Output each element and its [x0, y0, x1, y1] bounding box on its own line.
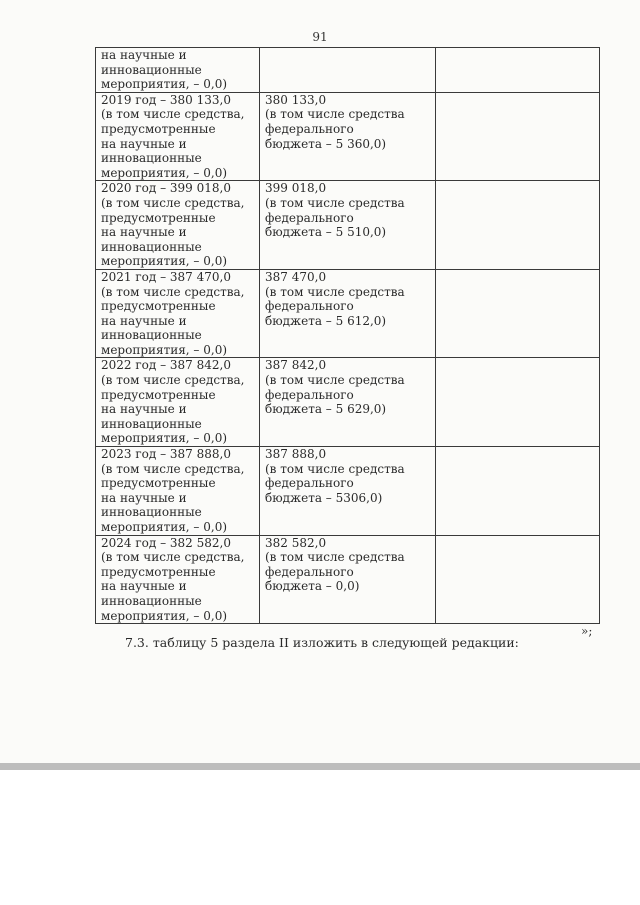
budget-table-body — [96, 48, 600, 624]
cell-text-line: мероприятия, – 0,0) — [101, 165, 228, 180]
cell-text-line: (в том числе средства, — [101, 195, 245, 210]
table-cell-col1 — [96, 48, 260, 93]
instruction-text: 7.3. таблицу 5 раздела II изложить в следующей редакции: — [125, 635, 519, 650]
cell-text-line: (в том числе средства — [265, 107, 405, 122]
table-cell-col3 — [436, 92, 600, 181]
cell-text-line: на научные и — [101, 579, 187, 594]
table-cell-col3 — [436, 535, 600, 624]
cell-text-line: на научные и — [101, 136, 187, 151]
cell-text-line: федерального — [265, 299, 354, 314]
table-row — [96, 48, 600, 93]
table-row — [96, 92, 600, 181]
table-row — [96, 358, 600, 447]
cell-text-line: на научные и — [101, 313, 187, 328]
cell-text-line: мероприятия, – 0,0) — [101, 342, 228, 357]
cell-text-line: 382 582,0 — [265, 535, 327, 550]
cell-text-line: инновационные — [101, 593, 202, 608]
table-row — [96, 447, 600, 536]
cell-text-line: бюджета – 5 510,0) — [265, 225, 387, 240]
cell-text-line: (в том числе средства — [265, 461, 405, 476]
cell-text-line: бюджета – 5 360,0) — [265, 136, 387, 151]
cell-text-line: (в том числе средства — [265, 195, 405, 210]
cell-text-line: на научные и — [101, 48, 187, 62]
cell-text-line: мероприятия, – 0,0) — [101, 254, 228, 269]
cell-text-line: 2024 год – 382 582,0 — [101, 535, 231, 550]
budget-table — [95, 47, 600, 624]
table-cell-col1 — [96, 92, 260, 181]
cell-text-line: инновационные — [101, 62, 202, 77]
table-cell-col1 — [96, 358, 260, 447]
table-cell-col2 — [260, 535, 436, 624]
page-number: 91 — [312, 30, 328, 44]
cell-text-line: федерального — [265, 476, 354, 491]
table-cell-col1 — [96, 447, 260, 536]
table-cell-col1 — [96, 181, 260, 270]
cell-text-line: предусмотренные — [101, 476, 216, 491]
cell-text-line: 387 888,0 — [265, 447, 327, 462]
cell-text-line: мероприятия, – 0,0) — [101, 77, 228, 92]
cell-text-line: инновационные — [101, 505, 202, 520]
table-row — [96, 269, 600, 358]
cell-text-line: инновационные — [101, 239, 202, 254]
cell-text-line: предусмотренные — [101, 299, 216, 314]
cell-text-line: предусмотренные — [101, 121, 216, 136]
cell-text-line: федерального — [265, 121, 354, 136]
cell-text-line: мероприятия, – 0,0) — [101, 608, 228, 623]
cell-text-line: (в том числе средства — [265, 373, 405, 388]
cell-text-line: (в том числе средства, — [101, 284, 245, 299]
cell-text-line: 387 470,0 — [265, 269, 327, 284]
cell-text-line: предусмотренные — [101, 387, 216, 402]
cell-text-line: на научные и — [101, 402, 187, 417]
cell-text-line: федерального — [265, 387, 354, 402]
table-cell-col2 — [260, 92, 436, 181]
cell-text-line: инновационные — [101, 328, 202, 343]
table-row — [96, 181, 600, 270]
cell-text-line: инновационные — [101, 416, 202, 431]
table-cell-col1 — [96, 535, 260, 624]
cell-text-line: бюджета – 5306,0) — [265, 490, 383, 505]
cell-text-line: 2020 год – 399 018,0 — [101, 181, 231, 196]
cell-text-line: бюджета – 5 612,0) — [265, 313, 387, 328]
table-cell-col1 — [96, 269, 260, 358]
table-cell-col2 — [260, 48, 436, 93]
table-cell-col3 — [436, 269, 600, 358]
cell-text-line: (в том числе средства, — [101, 461, 245, 476]
cell-text-line: бюджета – 0,0) — [265, 579, 360, 594]
table-cell-col3 — [436, 181, 600, 270]
cell-text-line: 2019 год – 380 133,0 — [101, 92, 231, 107]
table-row — [96, 535, 600, 624]
table-cell-col3 — [436, 447, 600, 536]
cell-text-line: мероприятия, – 0,0) — [101, 431, 228, 446]
cell-text-line: 380 133,0 — [265, 92, 327, 107]
table-cell-col3 — [436, 358, 600, 447]
cell-text-line: федерального — [265, 564, 354, 579]
cell-text-line: мероприятия, – 0,0) — [101, 520, 228, 534]
cell-text-line: (в том числе средства — [265, 550, 405, 565]
cell-text-line: 2023 год – 387 888,0 — [101, 447, 231, 462]
cell-text-line: инновационные — [101, 151, 202, 166]
cell-text-line: предусмотренные — [101, 210, 216, 225]
cell-text-line: на научные и — [101, 490, 187, 505]
cell-text-line: (в том числе средства, — [101, 550, 245, 565]
cell-text-line: (в том числе средства, — [101, 107, 245, 122]
cell-text-line: 387 842,0 — [265, 358, 327, 373]
cell-text-line: 2021 год – 387 470,0 — [101, 269, 231, 284]
cell-text-line: 2022 год – 387 842,0 — [101, 358, 231, 373]
cell-text-line: федерального — [265, 210, 354, 225]
cell-text-line: (в том числе средства, — [101, 373, 245, 388]
cell-text-line: бюджета – 5 629,0) — [265, 402, 387, 417]
table-cell-col2 — [260, 269, 436, 358]
cell-text-line: 399 018,0 — [265, 181, 327, 196]
cell-text-line: на научные и — [101, 225, 187, 240]
table-cell-col2 — [260, 447, 436, 536]
table-cell-col3 — [436, 48, 600, 93]
cell-text-line: (в том числе средства — [265, 284, 405, 299]
cell-text-line: предусмотренные — [101, 564, 216, 579]
table-cell-col2 — [260, 181, 436, 270]
table-cell-col2 — [260, 358, 436, 447]
closing-quote: »; — [581, 624, 593, 638]
